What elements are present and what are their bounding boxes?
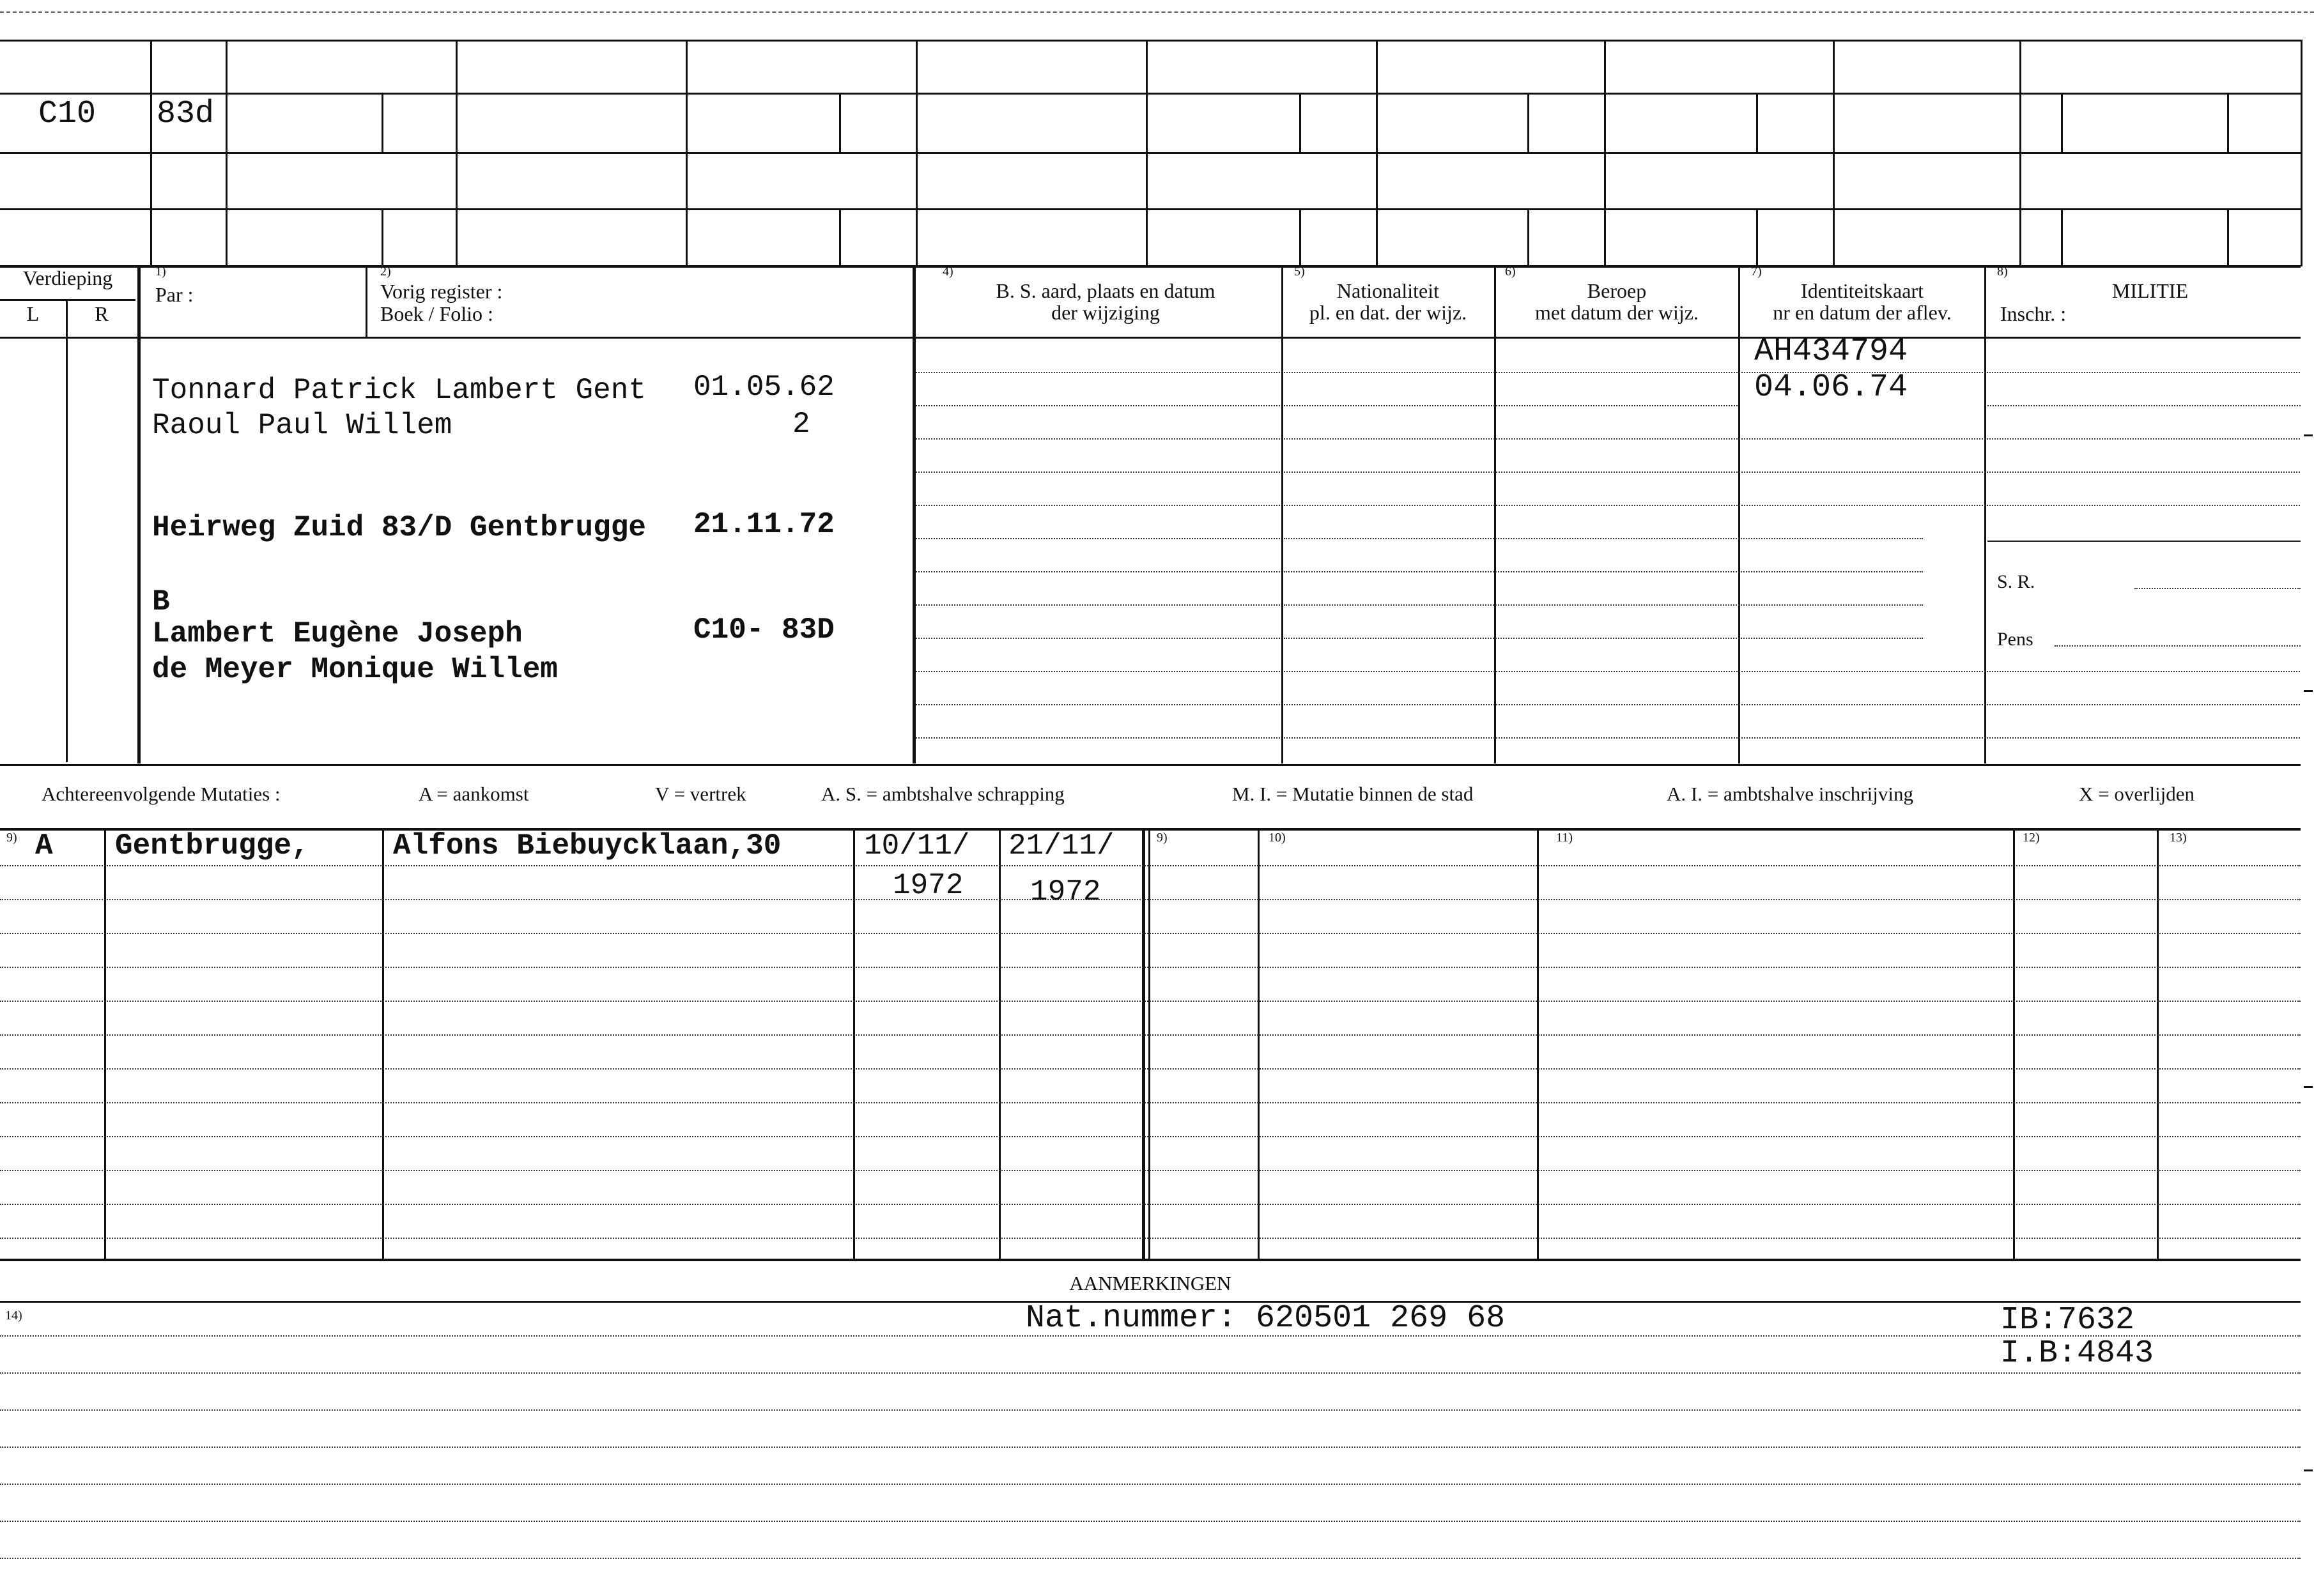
legend-vertrek: V = vertrek	[655, 783, 746, 805]
dotted-rule	[0, 1170, 2301, 1171]
status-letter: B	[152, 585, 170, 618]
dotted-rule	[916, 638, 1280, 639]
dotted-rule	[0, 1446, 2301, 1448]
dotted-rule	[1284, 671, 2300, 672]
remarks-title: AANMERKINGEN	[1069, 1272, 1231, 1294]
house-code: 83d	[157, 96, 215, 132]
grid-line	[2019, 40, 2021, 266]
grid-line	[2061, 208, 2063, 265]
grid-line	[1299, 208, 1301, 265]
sector-code: C10	[38, 96, 96, 132]
dotted-rule	[1284, 571, 1923, 572]
dotted-rule	[916, 538, 1280, 539]
dotted-rule	[0, 1409, 2301, 1411]
grid-line	[226, 40, 228, 266]
grid-line	[0, 152, 2301, 154]
dotted-rule	[1284, 405, 1738, 406]
footnote-10: 10)	[1269, 831, 1286, 845]
dotted-rule	[916, 737, 1280, 739]
grid-line	[2157, 828, 2159, 1259]
dotted-rule	[916, 405, 1280, 406]
grid-line	[1537, 828, 1539, 1259]
footnote-9b: 9)	[1157, 831, 1168, 845]
ib-number-1: IB:7632	[2000, 1302, 2135, 1339]
dotted-rule	[0, 865, 2301, 866]
mutation-type: A	[35, 829, 53, 863]
grid-line	[2013, 828, 2015, 1259]
bs-header-line1: B. S. aard, plaats en datum	[996, 279, 1215, 302]
beroep-header-line2: met datum der wijz.	[1535, 301, 1699, 324]
dotted-rule	[0, 1521, 2301, 1522]
dotted-rule	[0, 1001, 2301, 1002]
dotted-rule	[916, 604, 1280, 606]
grid-line	[0, 1259, 2301, 1261]
grid-line	[0, 337, 2301, 339]
dotted-rule	[916, 671, 1280, 672]
grid-line	[913, 265, 916, 763]
legend-mutatie-binnen-stad: M. I. = Mutatie binnen de stad	[1232, 783, 1474, 805]
dotted-rule	[1284, 505, 2300, 506]
dotted-rule	[916, 372, 1280, 373]
footnote-13: 13)	[2170, 831, 2187, 845]
dotted-rule	[0, 1068, 2301, 1070]
grid-line	[2227, 208, 2229, 265]
mutation-place: Gentbrugge,	[115, 829, 309, 863]
grid-line	[853, 828, 855, 1259]
mutation-date2-line1: 21/11/	[1008, 829, 1115, 863]
dotted-rule	[1284, 737, 2300, 739]
grid-line	[137, 265, 141, 763]
mutation-date1-line1: 10/11/	[864, 829, 970, 863]
mutation-street: Alfons Biebuycklaan,30	[393, 829, 782, 863]
dotted-rule	[0, 1238, 2301, 1239]
dotted-rule	[0, 967, 2301, 968]
grid-line	[1494, 265, 1496, 763]
footnote-6: 6)	[1505, 265, 1516, 279]
footnote-8: 8)	[1997, 265, 2008, 279]
dotted-rule	[1284, 704, 2300, 705]
identiteitskaart-header-line1: Identiteitskaart	[1801, 279, 1924, 302]
address-line: Heirweg Zuid 83/D Gentbrugge	[152, 511, 646, 544]
grid-line	[686, 40, 688, 266]
dotted-rule	[2055, 645, 2301, 647]
legend-aankomst: A = aankomst	[419, 783, 529, 805]
identiteitskaart-header-line2: nr en datum der aflev.	[1773, 301, 1952, 324]
dotted-rule	[1284, 472, 2300, 473]
legend-ambtshalve-schrapping: A. S. = ambtshalve schrapping	[821, 783, 1065, 805]
grid-line	[2227, 93, 2229, 152]
person-name-line1: Tonnard Patrick Lambert Gent	[152, 374, 646, 407]
dotted-rule	[0, 933, 2301, 934]
footnote-9: 9)	[6, 831, 17, 845]
grid-line	[1738, 265, 1740, 763]
floor-left-label: L	[26, 302, 40, 325]
birth-date: 01.05.62	[693, 371, 835, 404]
dotted-rule	[1987, 405, 2301, 406]
nationaliteit-header-line1: Nationaliteit	[1337, 279, 1439, 302]
grid-line	[1604, 40, 1606, 266]
dotted-rule	[0, 899, 2301, 900]
grid-line	[1527, 93, 1529, 152]
grid-line	[839, 93, 841, 152]
grid-line	[150, 40, 152, 266]
grid-line	[2061, 93, 2063, 152]
inschr-label: Inschr. :	[2000, 302, 2067, 325]
person-name-line2: Raoul Paul Willem	[152, 409, 452, 442]
footnote-5: 5)	[1294, 265, 1305, 279]
footnote-12: 12)	[2023, 831, 2040, 845]
pens-label: Pens	[1997, 629, 2033, 650]
militie-rule	[1987, 541, 2301, 542]
grid-line	[0, 764, 2301, 766]
grid-line	[0, 40, 2301, 42]
grid-line	[66, 299, 68, 762]
mother-name: de Meyer Monique Willem	[152, 653, 558, 686]
dotted-rule	[1284, 638, 1923, 639]
grid-line	[456, 40, 458, 266]
nationaliteit-header-line2: pl. en dat. der wijz.	[1309, 301, 1467, 324]
grid-line	[0, 93, 2301, 95]
par-label: Par :	[155, 283, 194, 306]
dotted-rule	[0, 1136, 2301, 1137]
grid-line	[382, 828, 384, 1259]
dotted-rule	[0, 1204, 2301, 1205]
grid-line	[1281, 265, 1283, 763]
footnote-7: 7)	[1751, 265, 1762, 279]
father-name: Lambert Eugène Joseph	[152, 617, 523, 650]
grid-line	[0, 828, 2301, 831]
grid-line	[1984, 265, 1986, 763]
grid-line	[0, 265, 2301, 268]
grid-line	[1258, 828, 1260, 1259]
mutation-date2-line2: 1972	[1030, 875, 1101, 909]
footnote-1: 1)	[155, 265, 166, 279]
grid-line	[1142, 828, 1145, 1259]
edge-tick	[2304, 1469, 2313, 1471]
mutation-date1-line2: 1972	[893, 869, 964, 902]
grid-line	[1376, 40, 1378, 266]
legend-overlijden: X = overlijden	[2079, 783, 2195, 805]
grid-line	[1299, 93, 1301, 152]
grid-line	[1833, 40, 1835, 266]
footnote-4: 4)	[943, 265, 953, 279]
dotted-rule	[0, 1034, 2301, 1036]
verdieping-label: Verdieping	[22, 266, 113, 289]
bs-header-line2: der wijziging	[1051, 301, 1160, 324]
scan-edge-line	[0, 12, 2314, 13]
grid-line	[1527, 208, 1529, 265]
militie-header: MILITIE	[2112, 279, 2189, 302]
grid-line	[0, 299, 135, 301]
grid-line	[1756, 93, 1758, 152]
ib-number-2: I.B:4843	[2000, 1335, 2154, 1372]
edge-tick	[2304, 1086, 2313, 1088]
edge-tick	[2304, 690, 2313, 692]
dotted-rule	[2134, 588, 2301, 589]
child-number: 2	[792, 408, 810, 441]
footnote-2: 2)	[380, 265, 391, 279]
grid-line	[0, 208, 2301, 210]
id-card-number: AH434794	[1754, 334, 1908, 370]
dotted-rule	[0, 1372, 2301, 1374]
dotted-rule	[916, 472, 1280, 473]
dotted-rule	[1284, 438, 2300, 440]
dotted-rule	[916, 505, 1280, 506]
vorig-register-label: Vorig register :	[380, 280, 503, 303]
dotted-rule	[0, 1102, 2301, 1103]
grid-line	[839, 208, 841, 265]
national-number: Nat.nummer: 620501 269 68	[1026, 1300, 1506, 1337]
grid-line	[1146, 40, 1148, 266]
grid-line	[1148, 828, 1150, 1259]
id-card-date: 04.06.74	[1754, 369, 1908, 406]
boek-folio-label: Boek / Folio :	[380, 302, 493, 325]
dotted-rule	[916, 571, 1280, 572]
dotted-rule	[916, 704, 1280, 705]
register-code: C10- 83D	[693, 613, 835, 647]
footnote-14: 14)	[5, 1308, 22, 1323]
dotted-rule	[1284, 538, 1923, 539]
legend-ambtshalve-inschrijving: A. I. = ambtshalve inschrijving	[1667, 783, 1913, 805]
grid-line	[999, 828, 1001, 1259]
edge-tick	[2304, 434, 2313, 436]
sr-label: S. R.	[1997, 571, 2035, 592]
grid-line	[382, 93, 383, 152]
grid-line	[382, 208, 383, 265]
dotted-rule	[0, 1484, 2301, 1485]
grid-line	[366, 265, 367, 337]
legend-title: Achtereenvolgende Mutaties :	[42, 783, 281, 805]
grid-line	[916, 40, 918, 266]
footnote-11: 11)	[1556, 831, 1573, 845]
grid-line	[104, 828, 106, 1259]
dotted-rule	[1284, 604, 1923, 606]
dotted-rule	[0, 1558, 2301, 1559]
grid-line	[1756, 208, 1758, 265]
dotted-rule	[916, 438, 1280, 440]
address-date: 21.11.72	[693, 508, 835, 541]
beroep-header-line1: Beroep	[1587, 279, 1647, 302]
floor-right-label: R	[95, 302, 109, 325]
grid-line	[2301, 40, 2302, 266]
